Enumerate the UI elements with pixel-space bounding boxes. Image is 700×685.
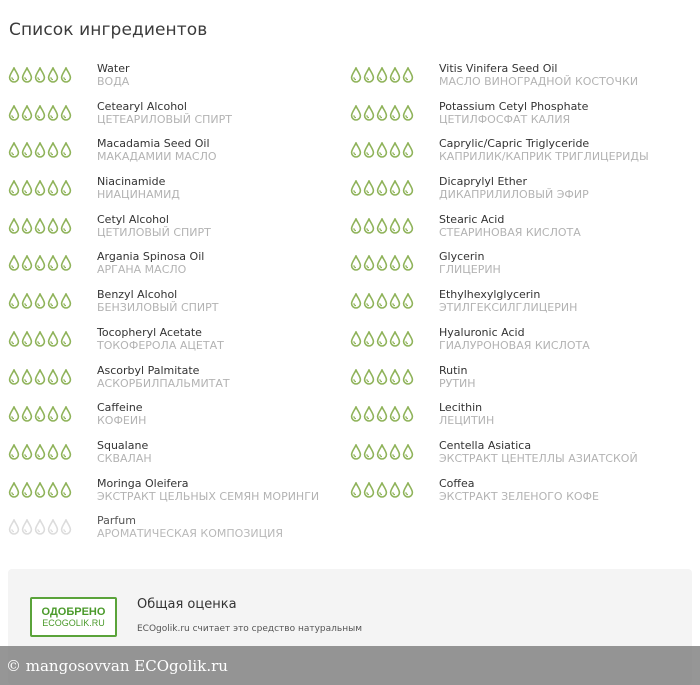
drop-icon [47,293,59,309]
ingredient-name: Cetyl Alcohol [97,212,169,226]
drop-icon [47,180,59,196]
drop-icon [21,142,33,158]
drop-icon [350,406,362,422]
ingredient-name-ru: ЛЕЦИТИН [439,414,495,428]
drop-icon [34,293,46,309]
drop-icon [389,293,401,309]
drop-icon [389,255,401,271]
drop-icon [8,406,20,422]
drop-icon [34,255,46,271]
ingredient-item [8,249,350,287]
ingredient-item [350,363,692,401]
ingredient-name-ru: ДИКАПРИЛИЛОВЫЙ ЭФИР [439,188,589,202]
rating-drops [8,105,72,121]
ingredient-name-ru: ЦЕТИЛОВЫЙ СПИРТ [97,225,211,239]
drop-icon [21,519,33,535]
rating-drops [8,67,72,83]
overall-rating-text: ECOgolik.ru считает это средство натуральным [137,624,362,634]
ingredient-name: Lecithin [439,401,483,415]
drop-icon [350,293,362,309]
drop-icon [34,180,46,196]
drop-icon [47,482,59,498]
drop-icon [363,482,375,498]
drop-icon [363,218,375,234]
drop-icon [60,105,72,121]
drop-icon [363,255,375,271]
drop-icon [21,67,33,83]
ingredient-name-ru: МАКАДАМИИ МАСЛО [97,150,217,164]
rating-drops [350,180,414,196]
drop-icon [363,142,375,158]
drop-icon [47,406,59,422]
drop-icon [21,180,33,196]
drop-icon [376,218,388,234]
ingredient-name: Hyaluronic Acid [439,325,525,339]
drop-icon [21,293,33,309]
drop-icon [60,293,72,309]
ingredient-name: Ascorbyl Palmitate [97,363,200,377]
drop-icon [21,255,33,271]
drop-icon [389,369,401,385]
ingredient-item [350,325,692,363]
ingredient-item [350,400,692,438]
drop-icon [47,444,59,460]
ingredient-item [350,438,692,476]
ingredient-name-ru: ГИАЛУРОНОВАЯ КИСЛОТА [439,338,590,352]
rating-drops [8,293,72,309]
ingredient-name: Rutin [439,363,468,377]
drop-icon [60,180,72,196]
drop-icon [376,142,388,158]
rating-drops [350,444,414,460]
drop-icon [60,406,72,422]
drop-icon [34,444,46,460]
drop-icon [376,180,388,196]
drop-icon [34,67,46,83]
ingredients-left-column [8,61,350,551]
rating-drops [350,406,414,422]
ingredient-name: Water [97,62,130,75]
drop-icon [363,67,375,83]
drop-icon [34,105,46,121]
drop-icon [21,482,33,498]
drop-icon [350,142,362,158]
ingredient-name: Dicaprylyl Ether [439,175,527,189]
drop-icon [389,331,401,347]
drop-icon [60,255,72,271]
drop-icon [389,444,401,460]
rating-drops [8,444,72,460]
ingredient-name-ru: ЦЕТЕАРИЛОВЫЙ СПИРТ [97,112,232,126]
ingredient-name-ru: АРОМАТИЧЕСКАЯ КОМПОЗИЦИЯ [97,527,284,541]
page-title: Список ингредиентов [9,20,208,40]
ingredient-item [8,325,350,363]
ingredient-name: Potassium Cetyl Phosphate [439,99,589,113]
ingredient-item [8,513,350,551]
drop-icon [34,331,46,347]
drop-icon [363,369,375,385]
ingredient-name: Niacinamide [97,175,166,189]
ingredient-item [8,136,350,174]
drop-icon [376,67,388,83]
drop-icon [402,255,414,271]
rating-drops [350,293,414,309]
drop-icon [350,255,362,271]
ingredient-name: Vitis Vinifera Seed Oil [439,62,558,75]
ingredient-name-ru: ЭКСТРАКТ ЦЕНТЕЛЛЫ АЗИАТСКОЙ [439,451,638,465]
ingredient-name-ru: ГЛИЦЕРИН [439,263,501,277]
ingredient-name-ru: АСКОРБИЛПАЛЬМИТАТ [97,376,230,390]
rating-drops [8,406,72,422]
drop-icon [376,255,388,271]
drop-icon [47,331,59,347]
ingredient-name-ru: СТЕАРИНОВАЯ КИСЛОТА [439,225,581,239]
ingredient-name: Moringa Oleifera [97,476,189,490]
ingredient-name: Macadamia Seed Oil [97,137,210,151]
drop-icon [60,369,72,385]
approved-badge [30,597,117,637]
rating-drops [8,369,72,385]
rating-drops [8,255,72,271]
ingredient-item [350,61,692,99]
rating-drops [8,482,72,498]
rating-drops [8,180,72,196]
drop-icon [21,105,33,121]
ingredient-item [8,99,350,137]
ingredient-item [8,400,350,438]
ingredient-item [350,99,692,137]
ingredient-name: Caffeine [97,401,143,415]
ingredient-name-ru: ЦЕТИЛФОСФАТ КАЛИЯ [439,112,571,126]
drop-icon [376,105,388,121]
drop-icon [21,369,33,385]
drop-icon [389,218,401,234]
drop-icon [21,218,33,234]
drop-icon [350,482,362,498]
drop-icon [47,519,59,535]
drop-icon [8,293,20,309]
drop-icon [34,406,46,422]
drop-icon [376,369,388,385]
ingredient-item [350,212,692,250]
drop-icon [8,444,20,460]
ingredient-item [350,249,692,287]
ingredient-name: Glycerin [439,250,485,264]
ingredient-item [8,212,350,250]
drop-icon [389,180,401,196]
drop-icon [47,67,59,83]
ingredient-item [8,476,350,514]
drop-icon [60,444,72,460]
rating-drops [350,482,414,498]
ingredient-name: Cetearyl Alcohol [97,99,187,113]
drop-icon [350,444,362,460]
drop-icon [402,142,414,158]
drop-icon [350,369,362,385]
drop-icon [8,519,20,535]
drop-icon [8,482,20,498]
ingredient-name-ru: ЭКСТРАКТ ЦЕЛЬНЫХ СЕМЯН МОРИНГИ [97,489,320,503]
drop-icon [47,218,59,234]
drop-icon [402,444,414,460]
rating-drops [8,331,72,347]
drop-icon [402,105,414,121]
drop-icon [350,105,362,121]
badge-line-2: ECOGOLIK.RU [42,617,105,628]
rating-drops [350,255,414,271]
drop-icon [363,293,375,309]
drop-icon [21,444,33,460]
drop-icon [402,218,414,234]
ingredient-name-ru: ЭТИЛГЕКСИЛГЛИЦЕРИН [439,301,578,315]
drop-icon [60,519,72,535]
ingredient-item [8,174,350,212]
ingredient-name-ru: ВОДА [97,75,130,88]
rating-drops [350,218,414,234]
drop-icon [376,293,388,309]
rating-drops [8,519,72,535]
drop-icon [60,331,72,347]
ingredient-name: Ethylhexylglycerin [439,288,541,302]
rating-drops [350,67,414,83]
drop-icon [402,369,414,385]
drop-icon [60,67,72,83]
ingredient-name: Parfum [97,514,136,528]
drop-icon [363,105,375,121]
drop-icon [47,369,59,385]
ingredient-name: Caprylic/Capric Triglyceride [439,137,590,151]
drop-icon [8,67,20,83]
drop-icon [21,331,33,347]
drop-icon [8,255,20,271]
drop-icon [8,105,20,121]
rating-drops [350,369,414,385]
rating-drops [8,218,72,234]
drop-icon [389,67,401,83]
drop-icon [60,218,72,234]
drop-icon [350,331,362,347]
drop-icon [8,218,20,234]
drop-icon [363,331,375,347]
rating-drops [350,331,414,347]
drop-icon [34,369,46,385]
ingredient-name: Argania Spinosa Oil [97,250,205,264]
drop-icon [376,406,388,422]
drop-icon [363,406,375,422]
ingredient-item [8,363,350,401]
drop-icon [60,142,72,158]
drop-icon [402,482,414,498]
ingredient-item [350,476,692,514]
ingredient-name-ru: БЕНЗИЛОВЫЙ СПИРТ [97,301,219,315]
drop-icon [402,293,414,309]
drop-icon [8,331,20,347]
drop-icon [350,67,362,83]
ingredient-item [350,287,692,325]
drop-icon [389,482,401,498]
drop-icon [34,482,46,498]
overall-rating-title: Общая оценка [137,597,237,612]
drop-icon [350,218,362,234]
ingredients-right-column [350,61,692,513]
drop-icon [21,406,33,422]
drop-icon [376,444,388,460]
rating-drops [8,142,72,158]
drop-icon [389,142,401,158]
ingredient-name-ru: АРГАНА МАСЛО [97,263,187,277]
ingredient-name-ru: ЭКСТРАКТ ЗЕЛЕНОГО КОФЕ [439,489,599,503]
drop-icon [350,180,362,196]
drop-icon [34,519,46,535]
drop-icon [60,482,72,498]
drop-icon [363,444,375,460]
ingredient-item [8,287,350,325]
ingredient-name-ru: РУТИН [439,376,476,390]
ingredient-name-ru: СКВАЛАН [97,451,152,465]
drop-icon [363,180,375,196]
drop-icon [402,406,414,422]
ingredient-name: Stearic Acid [439,212,505,226]
ingredient-name-ru: МАСЛО ВИНОГРАДНОЙ КОСТОЧКИ [439,75,639,88]
ingredient-name: Tocopheryl Acetate [97,325,202,339]
ingredient-name-ru: КОФЕИН [97,414,147,428]
drop-icon [47,105,59,121]
ingredient-name: Coffea [439,476,475,490]
ingredient-name-ru: НИАЦИНАМИД [97,188,180,202]
badge-line-1: ОДОБРЕНО [41,605,106,618]
ingredient-name-ru: ТОКОФЕРОЛА АЦЕТАТ [97,338,224,352]
drop-icon [376,331,388,347]
rating-drops [350,105,414,121]
drop-icon [34,218,46,234]
drop-icon [47,255,59,271]
ingredient-name: Squalane [97,438,149,452]
watermark: © mangosovvan ECOgolik.ru [0,646,700,685]
drop-icon [376,482,388,498]
drop-icon [402,331,414,347]
drop-icon [8,180,20,196]
drop-icon [402,67,414,83]
drop-icon [8,142,20,158]
ingredient-item [350,136,692,174]
rating-drops [350,142,414,158]
drop-icon [34,142,46,158]
ingredient-item [8,438,350,476]
drop-icon [8,369,20,385]
ingredient-item [8,61,350,99]
ingredient-name-ru: КАПРИЛИК/КАПРИК ТРИГЛИЦЕРИДЫ [439,150,649,164]
ingredient-name: Centella Asiatica [439,438,532,452]
drop-icon [47,142,59,158]
ingredient-item [350,174,692,212]
ingredient-name: Benzyl Alcohol [97,288,178,302]
drop-icon [402,180,414,196]
drop-icon [389,105,401,121]
drop-icon [389,406,401,422]
